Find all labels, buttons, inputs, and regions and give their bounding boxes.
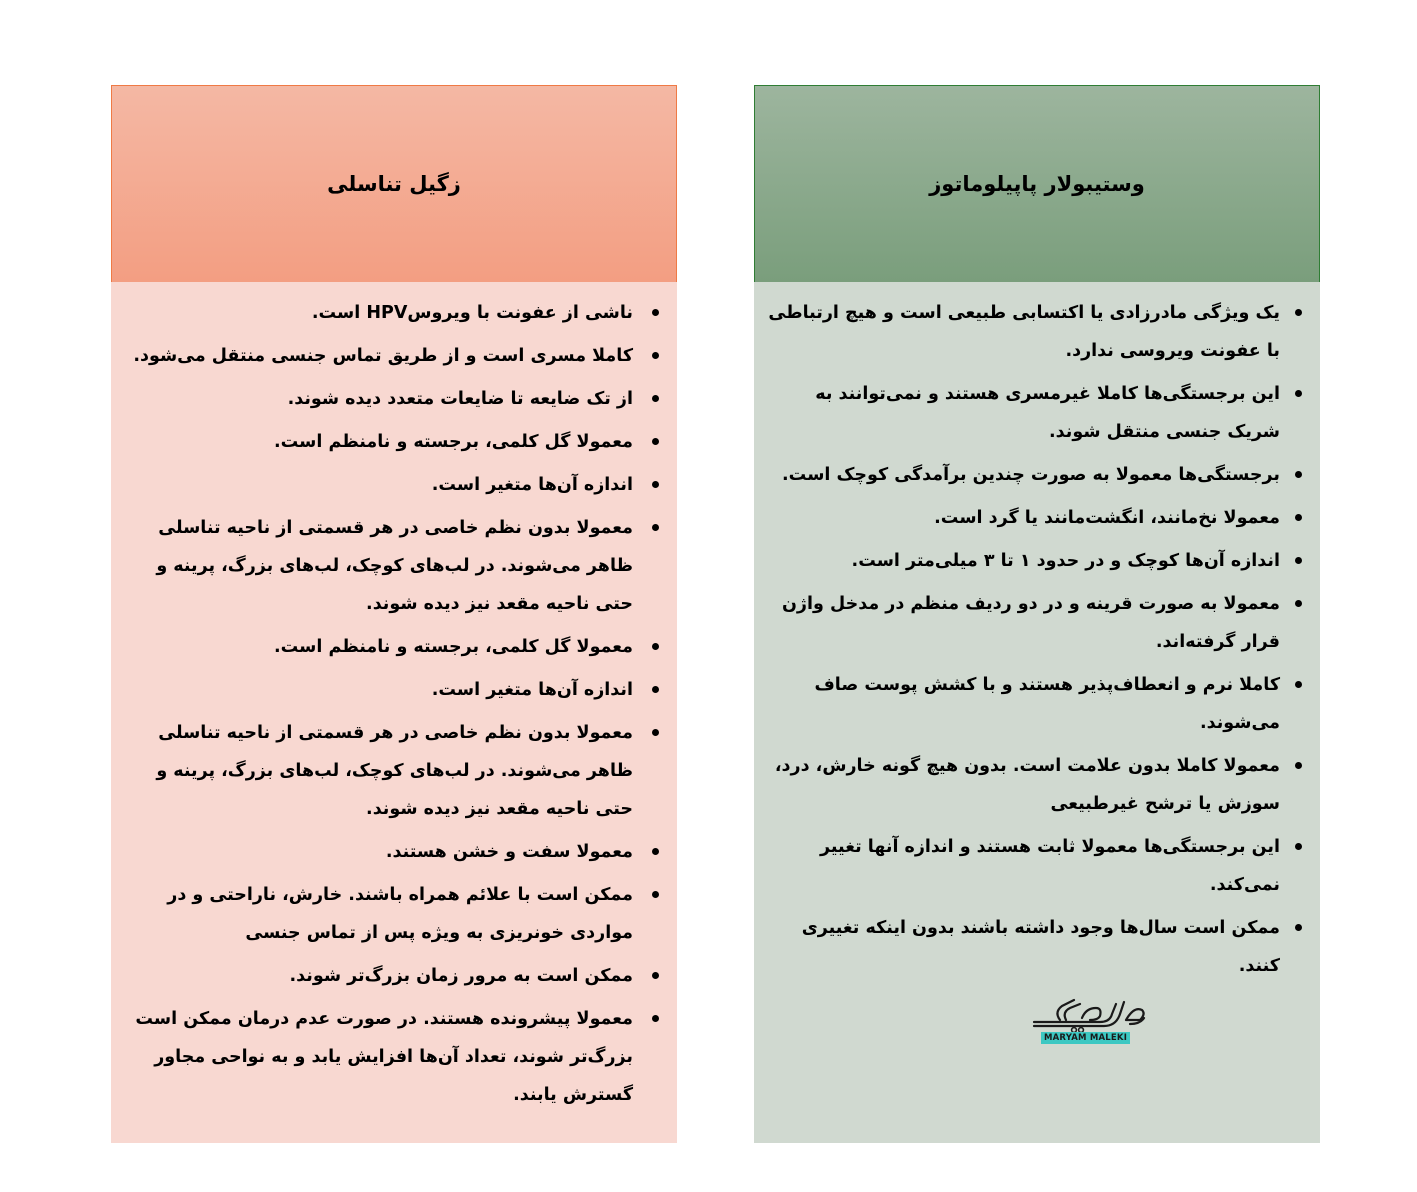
bullet-icon [652, 438, 659, 445]
vestibular-papillomatosis-column [754, 85, 1320, 1143]
bullet-icon [652, 309, 659, 316]
bullet-icon [652, 1015, 659, 1022]
bullet-icon [652, 395, 659, 402]
bullet-icon [1295, 762, 1302, 769]
list-item: معمولا بدون نظم خاصی در هر قسمتی از ناحیه تناسلی ظاهر می‌شوند. در لب‌های کوچک، لب‌های بزرگ، پرینه و حتی ناحیه مقعد نیز دیده شوند. [123, 509, 659, 623]
list-item: این برجستگی‌ها معمولا ثابت هستند و اندازه آنها تغییر نمی‌کند. [766, 828, 1302, 904]
bullet-icon [652, 481, 659, 488]
list-item: برجستگی‌ها معمولا به صورت چندین برآمدگی کوچک است. [766, 456, 1302, 494]
list-item: معمولا به صورت قرینه و در دو ردیف منظم در مدخل واژن قرار گرفته‌اند. [766, 585, 1302, 661]
list-item: ناشی از عفونت با ویروسHPV است. [123, 294, 659, 332]
bullet-icon [652, 524, 659, 531]
list-item: اندازه آن‌ها کوچک و در حدود ۱ تا ۳ میلی‌متر است. [766, 542, 1302, 580]
list-item: ممکن است سال‌ها وجود داشته باشند بدون اینکه تغییری کنند. [766, 909, 1302, 985]
bullet-icon [652, 643, 659, 650]
bullet-icon [652, 729, 659, 736]
genital-warts-body [111, 282, 677, 1143]
bullet-icon [1295, 557, 1302, 564]
list-item: اندازه آن‌ها متغیر است. [123, 466, 659, 504]
logo-caption: MARYAM MALEKI [1041, 1032, 1130, 1044]
list-item: معمولا بدون نظم خاصی در هر قسمتی از ناحیه تناسلی ظاهر می‌شوند. در لب‌های کوچک، لب‌های بزرگ، پرینه و حتی ناحیه مقعد نیز دیده شوند. [123, 714, 659, 828]
list-item: اندازه آن‌ها متغیر است. [123, 671, 659, 709]
bullet-icon [1295, 514, 1302, 521]
bullet-icon [1295, 600, 1302, 607]
genital-warts-header [111, 85, 677, 282]
bullet-icon [652, 891, 659, 898]
bullet-icon [1295, 681, 1302, 688]
list-item: ممکن است به مرور زمان بزرگ‌تر شوند. [123, 957, 659, 995]
bullet-icon [1295, 924, 1302, 931]
bullet-icon [652, 848, 659, 855]
bullet-icon [1295, 843, 1302, 850]
list-item: یک ویژگی مادرزادی یا اکتسابی طبیعی است و هیچ ارتباطی با عفونت ویروسی ندارد. [766, 294, 1302, 370]
list-item: کاملا نرم و انعطاف‌پذیر هستند و با کشش پوست صاف می‌شوند. [766, 666, 1302, 742]
bullet-icon [1295, 309, 1302, 316]
vestibular-papillomatosis-title: وستیبولار پاپیلوماتوز [929, 172, 1145, 196]
genital-warts-list [123, 294, 659, 1114]
list-item: معمولا گل کلمی، برجسته و نامنظم است. [123, 628, 659, 666]
genital-warts-title: زگیل تناسلی [327, 172, 461, 196]
list-item: کاملا مسری است و از طریق تماس جنسی منتقل می‌شود. [123, 337, 659, 375]
list-item: معمولا سفت و خشن هستند. [123, 833, 659, 871]
list-item: این برجستگی‌ها کاملا غیرمسری هستند و نمی‌توانند به شریک جنسی منتقل شوند. [766, 375, 1302, 451]
bullet-icon [1295, 471, 1302, 478]
bullet-icon [652, 972, 659, 979]
list-item: معمولا پیشرونده هستند. در صورت عدم درمان ممکن است بزرگ‌تر شوند، تعداد آن‌ها افزایش یابد و به نواحی مجاور گسترش یابند. [123, 1000, 659, 1114]
list-item: معمولا کاملا بدون علامت است. بدون هیچ گونه خارش، درد، سوزش یا ترشح غیرطبیعی [766, 747, 1302, 823]
bullet-icon [652, 686, 659, 693]
bullet-icon [652, 352, 659, 359]
vestibular-papillomatosis-list [766, 294, 1302, 985]
list-item: معمولا گل کلمی، برجسته و نامنظم است. [123, 423, 659, 461]
bullet-icon [1295, 390, 1302, 397]
list-item: از تک ضایعه تا ضایعات متعدد دیده شوند. [123, 380, 659, 418]
list-item: معمولا نخ‌مانند، انگشت‌مانند یا گرد است. [766, 499, 1302, 537]
vestibular-papillomatosis-header [754, 85, 1320, 282]
genital-warts-column [111, 85, 677, 1143]
list-item: ممکن است با علائم همراه باشند. خارش، ناراحتی و در مواردی خونریزی به ویژه پس از تماس جنسی [123, 876, 659, 952]
